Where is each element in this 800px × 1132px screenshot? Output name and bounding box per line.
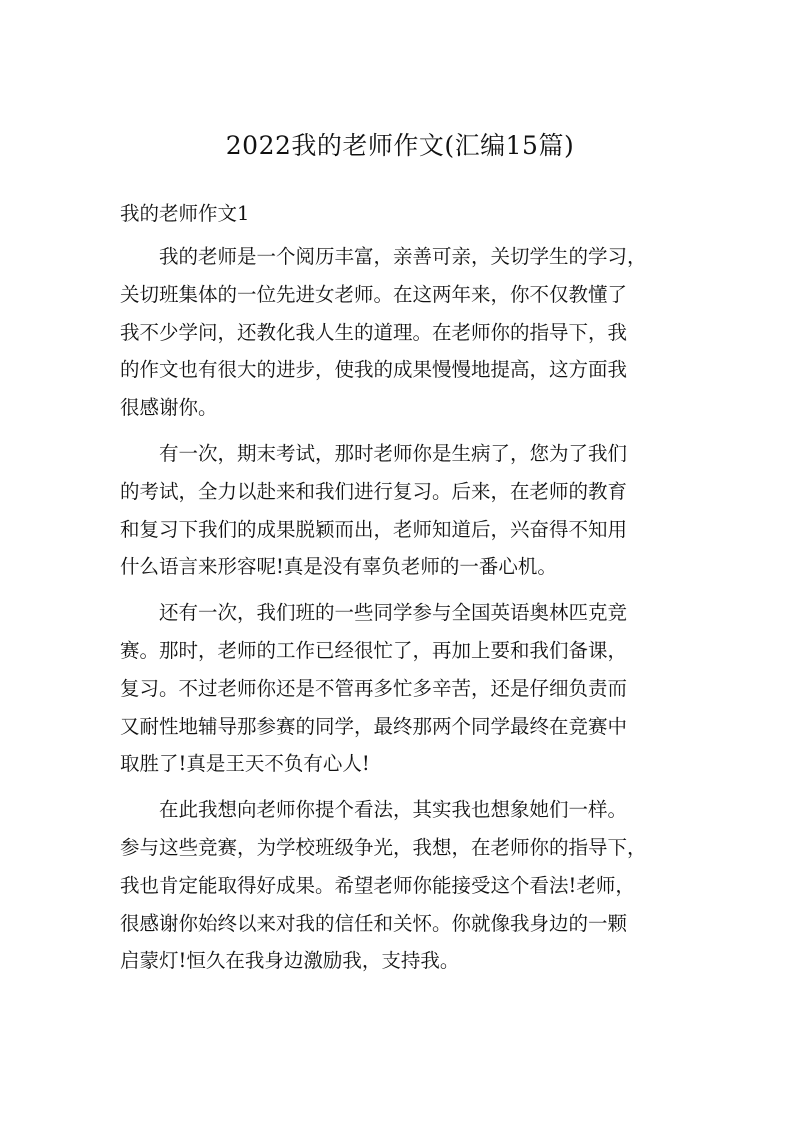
paragraph [120, 594, 690, 783]
text-line: 又耐性地辅导那参赛的同学，最终那两个同学最终在竞赛中 [120, 714, 628, 738]
paragraph [120, 435, 690, 586]
text-line: 很感谢你。 [120, 396, 218, 420]
text-line: 我也肯定能取得好成果。希望老师你能接受这个看法!老师， [120, 873, 635, 897]
text-line: 赛。那时，老师的工作已经很忙了，再加上要和我们备课， [120, 638, 628, 662]
text-line: 复习。不过老师你还是不管再多忙多辛苦，还是仔细负责而 [120, 676, 628, 700]
text-line: 什么语言来形容呢!真是没有辜负老师的一番心机。 [120, 555, 557, 579]
text-line: 有一次，期末考试，那时老师你是生病了，您为了我们 [159, 441, 628, 465]
text-line: 启蒙灯!恒久在我身边激励我，支持我。 [120, 949, 460, 973]
paragraph [120, 238, 690, 427]
text-line: 的考试，全力以赴来和我们进行复习。后来，在老师的教育 [120, 479, 628, 503]
text-line: 的作文也有很大的进步，使我的成果慢慢地提高，这方面我 [120, 358, 628, 382]
text-line: 参与这些竞赛，为学校班级争光，我想，在老师你的指导下， [120, 835, 647, 859]
document-body [120, 238, 690, 988]
document-title: 2022我的老师作文(汇编15篇) [225, 131, 575, 160]
section-heading: 我的老师作文1 [120, 202, 250, 225]
text-line: 还有一次，我们班的一些同学参与全国英语奥林匹克竞 [159, 601, 628, 625]
text-line: 我不少学问，还教化我人生的道理。在老师你的指导下，我 [120, 320, 628, 344]
text-line: 很感谢你始终以来对我的信任和关怀。你就像我身边的一颗 [120, 911, 628, 935]
text-line: 取胜了!真是王天不负有心人! [120, 752, 370, 776]
paragraph [120, 791, 690, 980]
text-line: 关切班集体的一位先进女老师。在这两年来，你不仅教懂了 [120, 282, 628, 306]
text-line: 我的老师是一个阅历丰富，亲善可亲，关切学生的学习， [159, 245, 647, 268]
text-line: 在此我想向老师你提个看法，其实我也想象她们一样。 [159, 798, 628, 822]
text-line: 和复习下我们的成果脱颖而出，老师知道后，兴奋得不知用 [120, 517, 628, 541]
